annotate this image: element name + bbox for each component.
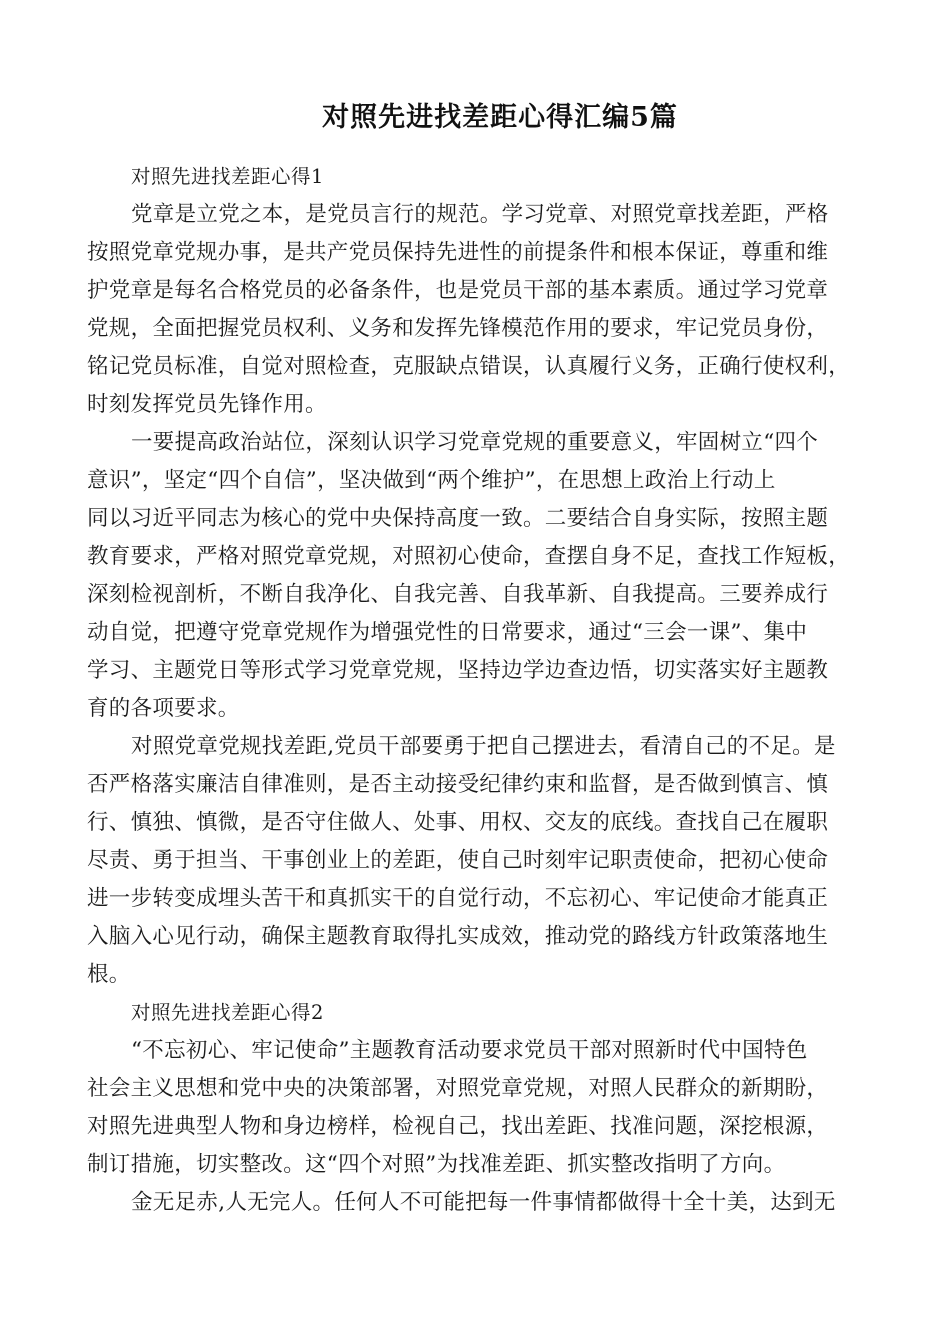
paragraph-line: 进一步转变成埋头苦干和真抓实干的自觉行动，不忘初心、牢记使命才能真正: [87, 886, 829, 911]
paragraph-line: 动自觉，把遵守党章党规作为增强党性的日常要求，通过“三会一课”、集中: [87, 620, 808, 645]
paragraph-line: 学习、主题党日等形式学习党章党规，坚持边学边查边悟，切实落实好主题教: [87, 658, 829, 683]
paragraph-line: 对照党章党规找差距,党员干部要勇于把自己摆进去，看清自己的不足。是: [131, 734, 836, 759]
paragraph-line: 制订措施，切实整改。这“四个对照”为找准差距、抓实整改指明了方向。: [87, 1152, 786, 1177]
paragraph-line: 社会主义思想和党中央的决策部署，对照党章党规，对照人民群众的新期盼，: [87, 1076, 829, 1101]
paragraph-line: 党规，全面把握党员权利、义务和发挥先锋模范作用的要求，牢记党员身份，: [87, 316, 829, 341]
paragraph-line: 行、慎独、慎微，是否守住做人、处事、用权、交友的底线。查找自己在履职: [87, 810, 829, 835]
document-title: 对照先进找差距心得汇编5篇: [322, 102, 678, 133]
document-body: [87, 158, 877, 1222]
paragraph-line: 否严格落实廉洁自律准则，是否主动接受纪律约束和监督，是否做到慎言、慎: [87, 772, 829, 797]
paragraph-line: 护党章是每名合格党员的必备条件，也是党员干部的基本素质。通过学习党章: [87, 278, 829, 303]
paragraph-line: 教育要求，严格对照党章党规，对照初心使命，查摆自身不足，查找工作短板，: [87, 544, 851, 569]
paragraph-line: 意识”，坚定“四个自信”，坚决做到“两个维护”，在思想上政治上行动上: [87, 468, 776, 493]
paragraph-line: 同以习近平同志为核心的党中央保持高度一致。二要结合自身实际，按照主题: [87, 506, 829, 531]
section-heading: 对照先进找差距心得2: [131, 1001, 324, 1024]
paragraph-line: 一要提高政治站位，深刻认识学习党章党规的重要意义，牢固树立“四个: [131, 430, 819, 455]
paragraph-line: 深刻检视剖析，不断自我净化、自我完善、自我革新、自我提高。三要养成行: [87, 582, 829, 607]
section-heading: 对照先进找差距心得1: [131, 165, 324, 188]
paragraph-line: 时刻发挥党员先锋作用。: [87, 392, 327, 417]
paragraph-line: 育的各项要求。: [87, 696, 240, 721]
paragraph-line: 金无足赤,人无完人。任何人不可能把每一件事情都做得十全十美，达到无: [131, 1190, 836, 1215]
paragraph-line: 尽责、勇于担当、干事创业上的差距，使自己时刻牢记职责使命，把初心使命: [87, 848, 829, 873]
paragraph-line: 入脑入心见行动，确保主题教育取得扎实成效，推动党的路线方针政策落地生: [87, 924, 829, 949]
paragraph-line: 按照党章党规办事，是共产党员保持先进性的前提条件和根本保证，尊重和维: [87, 240, 829, 265]
paragraph-line: “不忘初心、牢记使命”主题教育活动要求党员干部对照新时代中国特色: [131, 1038, 808, 1063]
paragraph-line: 铭记党员标准，自觉对照检查，克服缺点错误，认真履行义务，正确行使权利，: [87, 354, 851, 379]
paragraph-line: 根。: [87, 962, 131, 987]
paragraph-line: 对照先进典型人物和身边榜样，检视自己，找出差距、找准问题，深挖根源，: [87, 1114, 829, 1139]
paragraph-line: 党章是立党之本，是党员言行的规范。学习党章、对照党章找差距，严格: [131, 202, 829, 227]
